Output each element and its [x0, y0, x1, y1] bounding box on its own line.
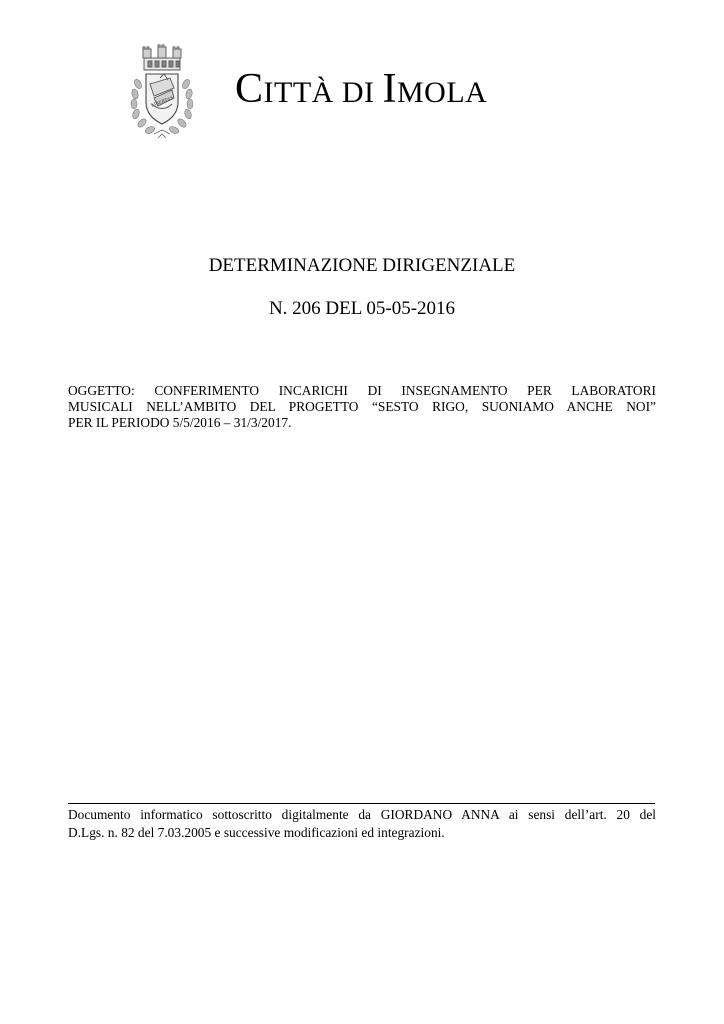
- city-title: [235, 68, 487, 110]
- subject-line: OGGETTO: CONFERIMENTO INCARICHI DI INSEGNAMENTO PER LABORATORI: [68, 383, 656, 398]
- footer-divider: [68, 803, 655, 804]
- determination-number: N. 206 DEL 05-05-2016: [268, 298, 456, 319]
- city-title-part: MOLA: [396, 76, 488, 109]
- coat-of-arms-icon: [124, 44, 200, 144]
- footer-line: D.Lgs. n. 82 del 7.03.2005 e successive modificazioni ed integrazioni.: [68, 825, 445, 840]
- signature-footer: [68, 806, 656, 842]
- footer-line: Documento informatico sottoscritto digitalmente da GIORDANO ANNA ai sensi dell’art. 20 del: [68, 807, 656, 822]
- subject-line: PER IL PERIODO 5/5/2016 – 31/3/2017.: [68, 415, 292, 430]
- svg-text:LIBERTAS: LIBERTAS: [150, 96, 175, 109]
- city-title-initial: I: [382, 66, 397, 112]
- determination-title: DETERMINAZIONE DIRIGENZIALE: [208, 255, 516, 276]
- city-title-initial: C: [235, 66, 264, 112]
- subject-block: [68, 383, 656, 431]
- city-title-part: ITTÀ: [263, 76, 334, 109]
- subject-line: MUSICALI NELL’AMBITO DEL PROGETTO “SESTO RIGO, SUONIAMO ANCHE NOI”: [68, 399, 656, 414]
- city-title-part: DI: [341, 76, 375, 109]
